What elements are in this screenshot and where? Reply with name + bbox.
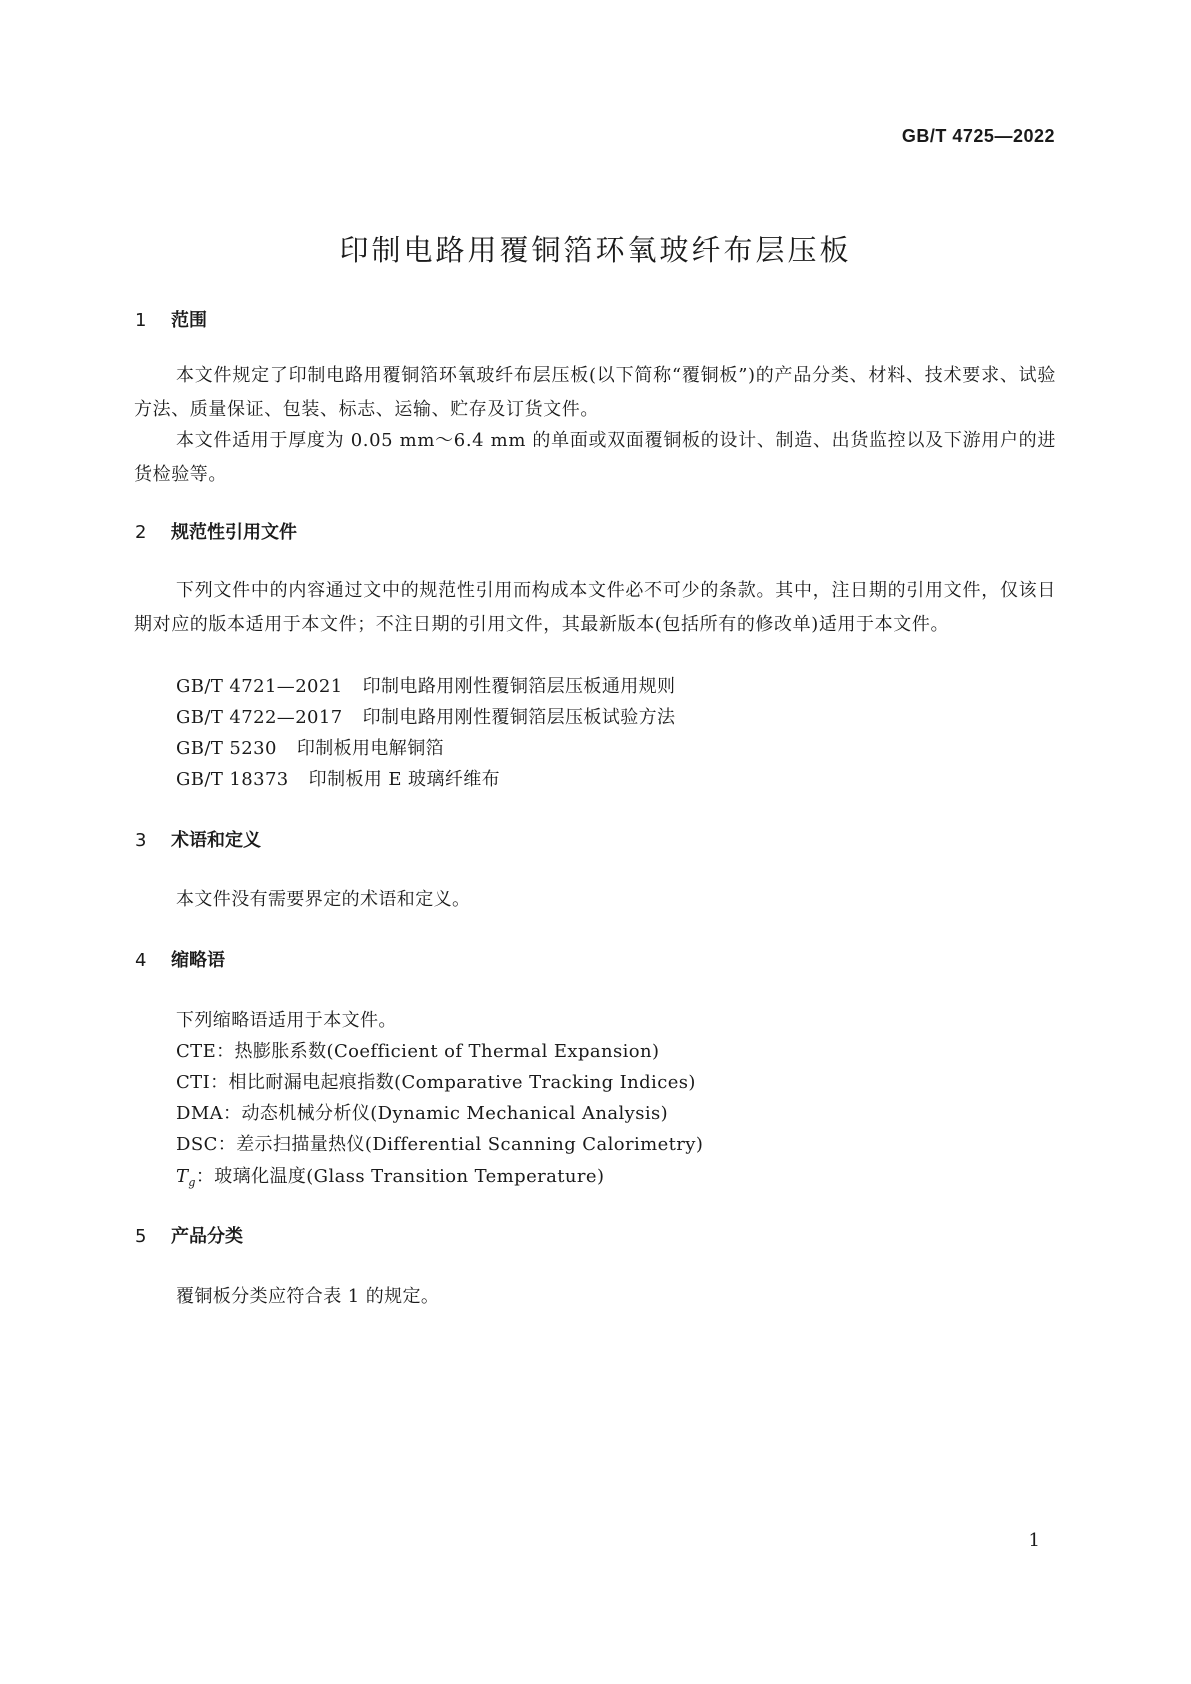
- standard-code: GB/T 4725—2022: [901, 126, 1055, 146]
- reference-title: 印制板用电解铜箔: [296, 738, 445, 759]
- reference-item: [176, 765, 500, 791]
- reference-code: GB/T 4721—2021: [176, 676, 343, 697]
- tg-subscript: g: [188, 1176, 196, 1189]
- reference-item: [176, 672, 675, 698]
- reference-title: 印制板用 E 玻璃纤维布: [308, 769, 501, 790]
- tg-symbol: T: [176, 1166, 189, 1187]
- section-5-heading: [135, 1222, 243, 1248]
- page-number: 1: [1028, 1530, 1040, 1551]
- section-1-heading: [135, 306, 207, 332]
- section-3-heading: [135, 826, 261, 852]
- section-title: 产品分类: [171, 1226, 243, 1247]
- reference-code: GB/T 18373: [176, 769, 289, 790]
- abbreviation-item: CTE：热膨胀系数(Coefficient of Thermal Expansion): [176, 1041, 660, 1062]
- reference-code: GB/T 4722—2017: [176, 707, 343, 728]
- section-number: 2: [135, 522, 147, 543]
- reference-item: [176, 703, 675, 729]
- reference-title: 印制电路用刚性覆铜箔层压板试验方法: [362, 707, 676, 728]
- abbreviations-intro: 下列缩略语适用于本文件。: [176, 1010, 397, 1031]
- abbreviation-item: CTI：相比耐漏电起痕指数(Comparative Tracking Indices): [176, 1072, 696, 1093]
- section-2-heading: [135, 518, 297, 544]
- paragraph: 本文件适用于厚度为 0.05 mm～6.4 mm 的单面或双面覆铜板的设计、制造、出货监控以及下游用户的进货检验等。: [134, 430, 1056, 485]
- section-title: 范围: [171, 310, 207, 331]
- section-title: 规范性引用文件: [171, 522, 297, 543]
- reference-item: [176, 734, 444, 760]
- abbreviation-item: DMA：动态机械分析仪(Dynamic Mechanical Analysis): [176, 1103, 669, 1124]
- section-number: 1: [135, 310, 147, 331]
- reference-code: GB/T 5230: [176, 738, 277, 759]
- paragraph: 覆铜板分类应符合表 1 的规定。: [176, 1286, 440, 1307]
- tg-definition: ：玻璃化温度(Glass Transition Temperature): [195, 1166, 605, 1187]
- paragraph: 下列文件中的内容通过文中的规范性引用而构成本文件必不可少的条款。其中，注日期的引用文件，仅该日期对应的版本适用于本文件；不注日期的引用文件，其最新版本(包括所有的修改单)适用于本文件。: [134, 580, 1056, 635]
- abbreviation-item: DSC：差示扫描量热仪(Differential Scanning Calorimetry): [176, 1134, 704, 1155]
- document-title: 印制电路用覆铜箔环氧玻纤布层压板: [339, 233, 852, 267]
- paragraph: 本文件没有需要界定的术语和定义。: [176, 889, 471, 910]
- reference-title: 印制电路用刚性覆铜箔层压板通用规则: [362, 676, 676, 697]
- section-title: 术语和定义: [171, 830, 261, 851]
- abbreviation-item: [176, 1162, 604, 1189]
- section-title: 缩略语: [171, 950, 225, 971]
- section-number: 4: [135, 950, 147, 971]
- section-number: 5: [135, 1226, 147, 1247]
- section-4-heading: [135, 946, 225, 972]
- paragraph: 本文件规定了印制电路用覆铜箔环氧玻纤布层压板(以下简称“覆铜板”)的产品分类、材料、技术要求、试验方法、质量保证、包装、标志、运输、贮存及订货文件。: [134, 365, 1056, 420]
- section-number: 3: [135, 830, 147, 851]
